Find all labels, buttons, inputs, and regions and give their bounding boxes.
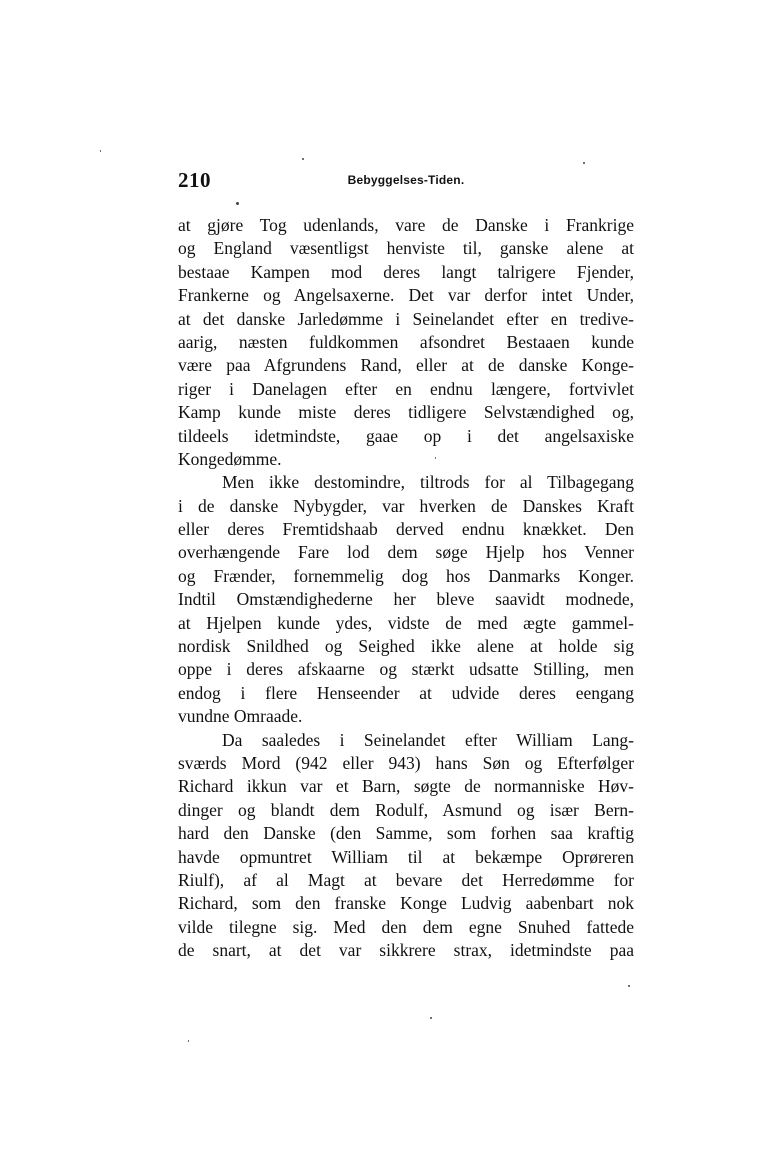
text-line: oppe i deres afskaarne og stærkt udsatte Stilling, men bbox=[178, 659, 634, 680]
text-line: Kamp kunde miste deres tidligere Selvstændighed og, bbox=[178, 402, 634, 423]
body-text bbox=[178, 214, 634, 963]
text-line: Riulf), af al Magt at bevare det Herredømme for bbox=[178, 869, 634, 890]
text-line: sværds Mord (942 eller 943) hans Søn og Efterfølger bbox=[178, 752, 634, 773]
text-line: og Frænder, fornemmelig dog hos Danmarks Konger. bbox=[178, 565, 634, 586]
text-line: og England væsentligst henviste til, ganske alene at bbox=[178, 238, 634, 259]
text-line: Frankerne og Angelsaxerne. Det var derfor intet Under, bbox=[178, 285, 634, 306]
text-line: aarig, næsten fuldkommen afsondret Bestaaen kunde bbox=[178, 331, 634, 352]
text-line: endog i flere Henseender at udvide deres eengang bbox=[178, 682, 634, 703]
text-line: Indtil Omstændighederne her bleve saavidt modnede, bbox=[178, 589, 634, 610]
paragraph-start: Men ikke destomindre, tiltrods for al Tilbagegang bbox=[222, 472, 634, 493]
text-line: bestaae Kampen mod deres langt talrigere Fjender, bbox=[178, 261, 634, 282]
text-line: nordisk Snildhed og Seighed ikke alene at holde sig bbox=[178, 636, 634, 657]
text-line: Kongedømme. bbox=[178, 448, 282, 469]
text-line: tildeels idetmindste, gaae op i det angelsaxiske bbox=[178, 425, 634, 446]
scan-speck bbox=[100, 150, 101, 152]
scan-speck bbox=[435, 457, 436, 459]
page-number: 210 bbox=[178, 168, 211, 192]
text-line: at det danske Jarledømme i Seinelandet efter en tredive- bbox=[178, 308, 634, 329]
text-line: vilde tilegne sig. Med den dem egne Snuhed fattede bbox=[178, 916, 634, 937]
text-line: riger i Danelagen efter en endnu længere, fortvivlet bbox=[178, 378, 634, 399]
scan-speck bbox=[628, 985, 630, 987]
scan-speck bbox=[302, 158, 304, 160]
text-line: vundne Omraade. bbox=[178, 706, 303, 727]
text-line: havde opmuntret William til at bekæmpe Oprøreren bbox=[178, 846, 634, 867]
text-line: eller deres Fremtidshaab derved endnu knækket. Den bbox=[178, 519, 634, 540]
text-line: dinger og blandt dem Rodulf, Asmund og især Bern- bbox=[178, 799, 634, 820]
text-line: Richard, som den franske Konge Ludvig aabenbart nok bbox=[178, 893, 634, 914]
page-header bbox=[178, 168, 634, 192]
scan-speck bbox=[430, 1017, 432, 1019]
text-line: at gjøre Tog udenlands, vare de Danske i Frankrige bbox=[178, 215, 634, 235]
text-line: de snart, at det var sikkrere strax, idetmindste paa bbox=[178, 940, 634, 961]
text-line: i de danske Nybygder, var hverken de Danskes Kraft bbox=[178, 495, 634, 516]
text-line: overhængende Fare lod dem søge Hjelp hos Venner bbox=[178, 542, 634, 563]
text-line: være paa Afgrundens Rand, eller at de danske Konge- bbox=[178, 355, 634, 376]
text-line: at Hjelpen kunde ydes, vidste de med ægte gammel- bbox=[178, 612, 634, 633]
running-title: Bebyggelses-Tiden. bbox=[347, 173, 465, 187]
text-line: hard den Danske (den Samme, som forhen saa kraftig bbox=[178, 823, 634, 844]
scan-speck bbox=[583, 162, 585, 164]
scan-speck bbox=[188, 1040, 189, 1042]
text-line: Richard ikkun var et Barn, søgte de normanniske Høv- bbox=[178, 776, 634, 797]
paragraph-start: Da saaledes i Seinelandet efter William Lang- bbox=[222, 729, 634, 750]
scan-speck bbox=[236, 202, 239, 205]
